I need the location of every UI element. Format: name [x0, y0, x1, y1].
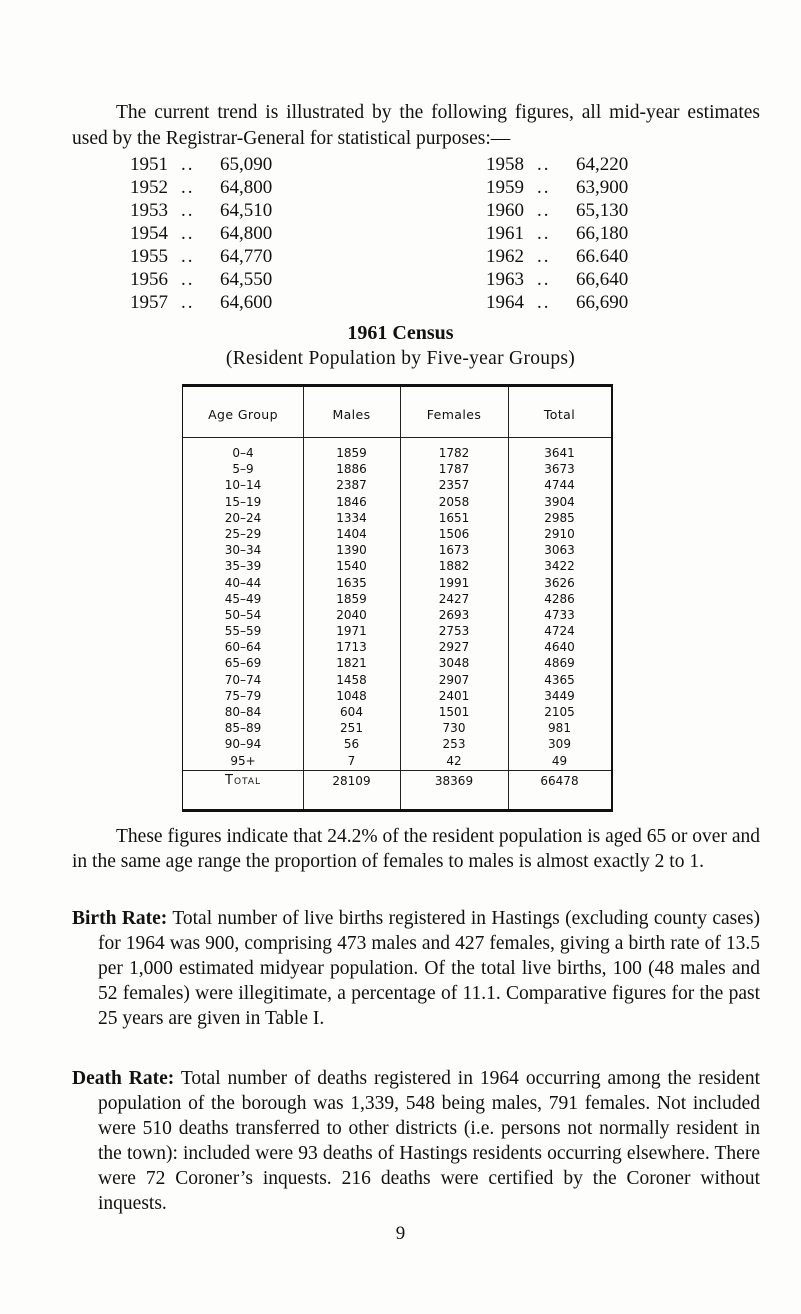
total-cell: 3063: [544, 543, 575, 558]
age-group-cell: 15–19: [224, 494, 262, 509]
total-cell: 49: [551, 753, 568, 768]
age-group-cell: 0–4: [232, 446, 254, 460]
females-cell: 2753: [438, 624, 470, 639]
estimate-value: 64,800: [220, 177, 273, 198]
age-group-cell: 30–34: [224, 543, 262, 558]
estimate-year: 1961: [486, 223, 524, 244]
table-row: [183, 591, 611, 607]
estimate-value: 65,090: [220, 154, 273, 175]
figures-text: These figures indicate that 24.2% of the resident population is aged 65 or over and in the same age range the proportion of females to males is almost exactly 2 to 1.: [72, 826, 760, 872]
age-group-cell: 40–44: [224, 575, 262, 590]
total-cell: 4733: [544, 607, 575, 622]
header-females: Females: [426, 407, 482, 422]
intro-text: The current trend is illustrated by the following figures, all mid-year estimates used by the Registrar-General for statistical purposes:—: [72, 102, 760, 149]
estimate-value: 66,180: [576, 223, 629, 244]
females-cell: 1991: [438, 575, 470, 590]
total-cell: 4286: [544, 591, 575, 606]
table-row: [183, 542, 611, 558]
total-cell: 4869: [544, 656, 575, 671]
table-row: [183, 445, 611, 461]
table-row: [183, 575, 611, 591]
males-cell: 1821: [336, 656, 367, 671]
table-row: [183, 558, 611, 574]
age-group-cell: 65–69: [224, 656, 262, 671]
males-cell: 1048: [336, 688, 367, 703]
table-row: [183, 639, 611, 655]
census-rows: [183, 445, 611, 769]
males-cell: 1334: [336, 510, 367, 525]
estimate-year: 1956: [130, 269, 168, 290]
header-total: Total: [543, 407, 576, 422]
leader-dots: ..: [181, 246, 195, 267]
females-cell: 42: [446, 753, 462, 768]
females-cell: 2693: [438, 607, 470, 622]
leader-dots: ..: [537, 269, 551, 290]
death-rate-body: Total number of deaths registered in 1964 occurring among the resident population of the borough was 1,339, 548 being males, 791 females. Not included were 510 deaths transferred to other districts (i.e. persons not normally resident in the town): included were 93 deaths of Hastings residents occurring elsewhere. There were 72 Coroner’s inquests. 216 deaths were certified by the Coroner without inquests.: [98, 1068, 760, 1214]
leader-dots: ..: [181, 200, 195, 221]
females-cell: 1882: [438, 559, 470, 574]
males-cell: 1886: [336, 462, 367, 477]
total-cell: 3673: [544, 462, 575, 477]
table-row: [183, 494, 611, 510]
females-cell: 1501: [438, 705, 470, 719]
total-row: [183, 771, 611, 791]
estimate-year: 1958: [486, 154, 524, 175]
males-cell: 7: [347, 753, 356, 768]
age-group-cell: 70–74: [224, 672, 262, 687]
header-age-group: Age Group: [208, 407, 278, 422]
death-rate-paragraph: [72, 1066, 760, 1216]
estimate-value: 66,690: [576, 292, 629, 313]
males-cell: 1390: [336, 543, 367, 558]
table-row: [183, 720, 611, 736]
leader-dots: ..: [181, 154, 195, 175]
females-cell: 1673: [438, 543, 470, 558]
total-cell: 3641: [544, 446, 575, 460]
estimate-value: 63,900: [576, 177, 629, 198]
estimate-value: 64,550: [220, 269, 273, 290]
estimate-value: 64,220: [576, 154, 629, 175]
estimate-year: 1963: [486, 269, 524, 290]
leader-dots: ..: [181, 177, 195, 198]
females-cell: 730: [442, 721, 466, 736]
table-row: [183, 688, 611, 704]
age-group-cell: 80–84: [224, 705, 262, 719]
total-cell: 3422: [544, 559, 575, 574]
estimate-year: 1960: [486, 200, 524, 221]
age-group-cell: 35–39: [224, 559, 262, 574]
leader-dots: ..: [537, 292, 551, 313]
estimate-value: 64,510: [220, 200, 273, 221]
males-cell: 1458: [336, 672, 367, 687]
header-rule: [183, 437, 611, 438]
age-group-cell: 90–94: [224, 737, 262, 752]
census-title: 1961 Census: [347, 322, 454, 344]
total-cell: 4365: [544, 672, 575, 687]
females-cell: 2427: [438, 591, 470, 606]
figures-paragraph: [72, 824, 760, 874]
census-subtitle: (Resident Population by Five-year Groups): [225, 348, 576, 369]
total-cell: 2105: [544, 705, 575, 719]
total-cell: 4744: [544, 478, 575, 493]
age-group-cell: 10–14: [224, 478, 262, 493]
leader-dots: ..: [181, 292, 195, 313]
birth-rate-label: Birth Rate:: [72, 908, 168, 929]
age-group-cell: 95+: [230, 753, 256, 768]
death-rate-text: [72, 1066, 760, 1216]
males-cell: 2387: [336, 478, 367, 493]
males-cell: 56: [343, 737, 360, 752]
total-males: 28109: [332, 774, 371, 788]
estimate-value: 64,770: [220, 246, 273, 267]
age-group-cell: 50–54: [224, 607, 262, 622]
age-group-cell: 75–79: [224, 688, 262, 703]
females-cell: 2907: [438, 672, 470, 687]
table-row: [183, 672, 611, 688]
page-number: 9: [395, 1223, 406, 1244]
census-table: [182, 384, 613, 812]
estimate-value: 66.640: [576, 246, 629, 267]
age-group-cell: 5–9: [232, 462, 254, 477]
estimate-year: 1951: [130, 154, 168, 175]
males-cell: 604: [340, 705, 363, 719]
males-cell: 1404: [336, 526, 367, 541]
estimate-year: 1959: [486, 177, 524, 198]
table-row: [183, 753, 611, 769]
males-cell: 1713: [336, 640, 367, 655]
table-row: [183, 477, 611, 493]
estimate-year: 1955: [130, 246, 168, 267]
birth-rate-body: Total number of live births registered in Hastings (excluding county cases) for 1964 was 900, comprising 473 males and 427 females, giving a birth rate of 13.5 per 1,000 estimated midyear population. Of the total live births, 100 (48 males and 52 females) were illegitimate, a percentage of 11.1. Comparative figures for the past 25 years are given in Table I.: [98, 908, 760, 1029]
age-group-cell: 20–24: [224, 510, 262, 525]
total-cell: 309: [548, 737, 571, 752]
birth-rate-paragraph: [72, 906, 760, 1031]
estimate-year: 1953: [130, 200, 168, 221]
total-cell: 4724: [544, 624, 575, 639]
age-group-cell: 25–29: [224, 526, 262, 541]
estimate-year: 1954: [130, 223, 168, 244]
females-cell: 1651: [438, 510, 470, 525]
table-row: [183, 736, 611, 752]
females-cell: 253: [442, 737, 466, 752]
leader-dots: ..: [181, 269, 195, 290]
total-females: 38369: [434, 774, 474, 788]
age-group-cell: 85–89: [224, 721, 262, 736]
estimate-value: 64,600: [220, 292, 273, 313]
table-row: [183, 526, 611, 542]
males-cell: 1971: [336, 624, 367, 639]
leader-dots: ..: [537, 177, 551, 198]
males-cell: 2040: [336, 607, 367, 622]
total-cell: 3904: [544, 494, 575, 509]
males-cell: 1635: [336, 575, 367, 590]
total-cell: 3626: [544, 575, 575, 590]
total-label: Total: [225, 773, 261, 788]
females-cell: 3048: [438, 656, 470, 671]
females-cell: 2927: [438, 640, 470, 655]
males-cell: 251: [340, 721, 363, 736]
table-row: [183, 655, 611, 671]
estimate-year: 1962: [486, 246, 524, 267]
females-cell: 2058: [438, 494, 470, 509]
females-cell: 1787: [438, 462, 470, 477]
estimate-value: 66,640: [576, 269, 629, 290]
age-group-cell: 55–59: [224, 624, 262, 639]
leader-dots: ..: [537, 246, 551, 267]
females-cell: 1782: [438, 446, 470, 460]
table-row: [183, 510, 611, 526]
total-cell: 4640: [544, 640, 575, 655]
males-cell: 1859: [336, 591, 367, 606]
table-row: [183, 607, 611, 623]
table-row: [183, 623, 611, 639]
leader-dots: ..: [537, 154, 551, 175]
header-males: Males: [332, 407, 371, 422]
estimate-year: 1964: [486, 292, 524, 313]
estimate-year: 1952: [130, 177, 168, 198]
estimate-value: 64,800: [220, 223, 273, 244]
females-cell: 1506: [438, 526, 470, 541]
males-cell: 1846: [336, 494, 367, 509]
total-cell: 981: [548, 721, 571, 736]
estimate-value: 65,130: [576, 200, 629, 221]
total-total: 66478: [540, 774, 579, 788]
total-cell: 2985: [544, 510, 575, 525]
birth-rate-text: [72, 906, 760, 1031]
age-group-cell: 45–49: [224, 591, 262, 606]
males-cell: 1859: [336, 446, 367, 460]
total-cell: 3449: [544, 688, 575, 703]
intro-paragraph: [72, 100, 760, 152]
table-row: [183, 704, 611, 720]
females-cell: 2401: [438, 688, 470, 703]
age-group-cell: 60–64: [224, 640, 262, 655]
leader-dots: ..: [537, 223, 551, 244]
females-cell: 2357: [438, 478, 470, 493]
leader-dots: ..: [181, 223, 195, 244]
estimate-year: 1957: [130, 292, 168, 313]
leader-dots: ..: [537, 200, 551, 221]
table-row: [183, 461, 611, 477]
death-rate-label: Death Rate:: [72, 1068, 175, 1089]
males-cell: 1540: [336, 559, 367, 574]
total-cell: 2910: [544, 526, 575, 541]
